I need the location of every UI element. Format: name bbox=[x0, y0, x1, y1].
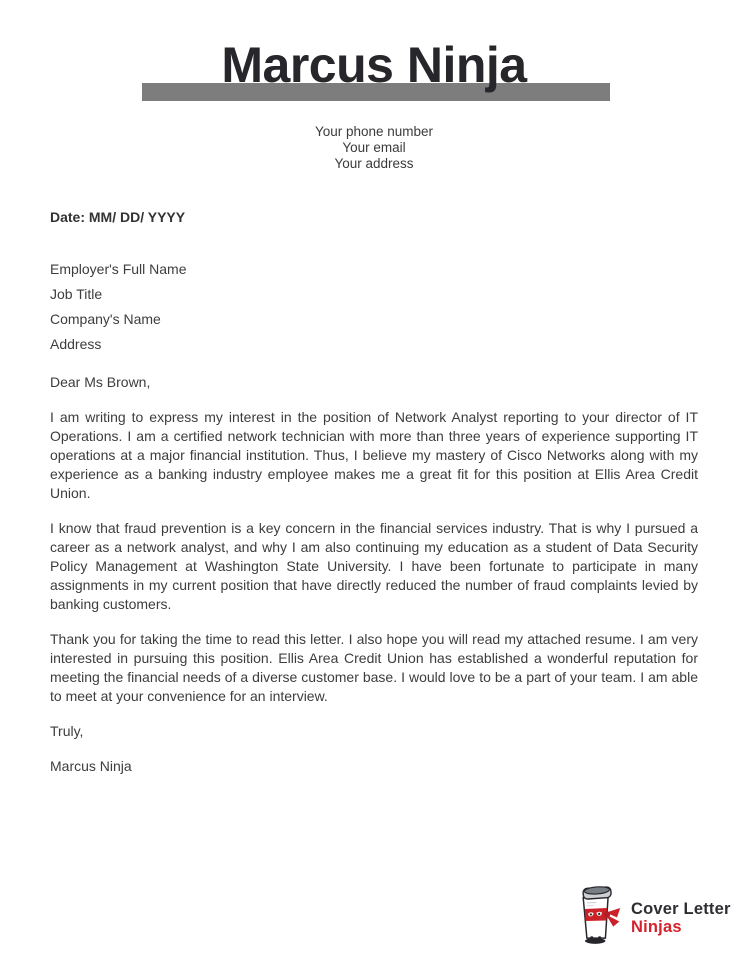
ninja-scroll-icon bbox=[573, 883, 623, 952]
recipient-address: Address bbox=[50, 336, 102, 352]
recipient-block bbox=[50, 257, 698, 357]
brand-line1: Cover Letter bbox=[631, 899, 731, 918]
page-title: Marcus Ninja bbox=[221, 37, 527, 93]
brand-line2: Ninjas bbox=[631, 917, 682, 936]
closing: Truly, bbox=[50, 723, 84, 739]
letter-paragraph: I am writing to express my interest in the position of Network Analyst reporting to your director of IT Operations. I am a certified network technician with more than three years of experience supporting IT operations at a major financial institution. Thus, I believe my mastery of Cisco Networks along with my experience as a banking industry employee makes me a great fit for this position at Ellis Area Credit Union. bbox=[50, 409, 698, 501]
recipient-company: Company's Name bbox=[50, 311, 161, 327]
recipient-name: Employer's Full Name bbox=[50, 261, 187, 277]
letter-body bbox=[50, 208, 698, 776]
letter-paragraph: I know that fraud prevention is a key concern in the financial services industry. That is why I pursued a career as a network analyst, and why I am also continuing my education as a student of Data Security Policy Management at Washington State University. I have been fortunate to participate in many assignments in my current position that have directly reduced the number of fraud complaints levied by banking customers. bbox=[50, 520, 698, 612]
letter-paragraph: Thank you for taking the time to read this letter. I also hope you will read my attached resume. I am very interested in pursuing this position. Ellis Area Credit Union has established a wonderful reputation for meeting the financial needs of a diverse customer base. I would love to be a part of your team. I am able to meet at your convenience for an interview. bbox=[50, 631, 698, 704]
contact-phone: Your phone number bbox=[314, 124, 434, 139]
signature-name: Marcus Ninja bbox=[50, 758, 132, 774]
brand-wordmark bbox=[631, 900, 731, 936]
letterhead bbox=[0, 0, 748, 103]
contact-block bbox=[0, 103, 748, 172]
brand-logo bbox=[573, 883, 731, 952]
contact-email: Your email bbox=[342, 140, 406, 155]
recipient-job-title: Job Title bbox=[50, 286, 103, 302]
salutation: Dear Ms Brown, bbox=[50, 374, 151, 390]
contact-address: Your address bbox=[334, 156, 414, 171]
date-line: Date: MM/ DD/ YYYY bbox=[50, 209, 186, 225]
